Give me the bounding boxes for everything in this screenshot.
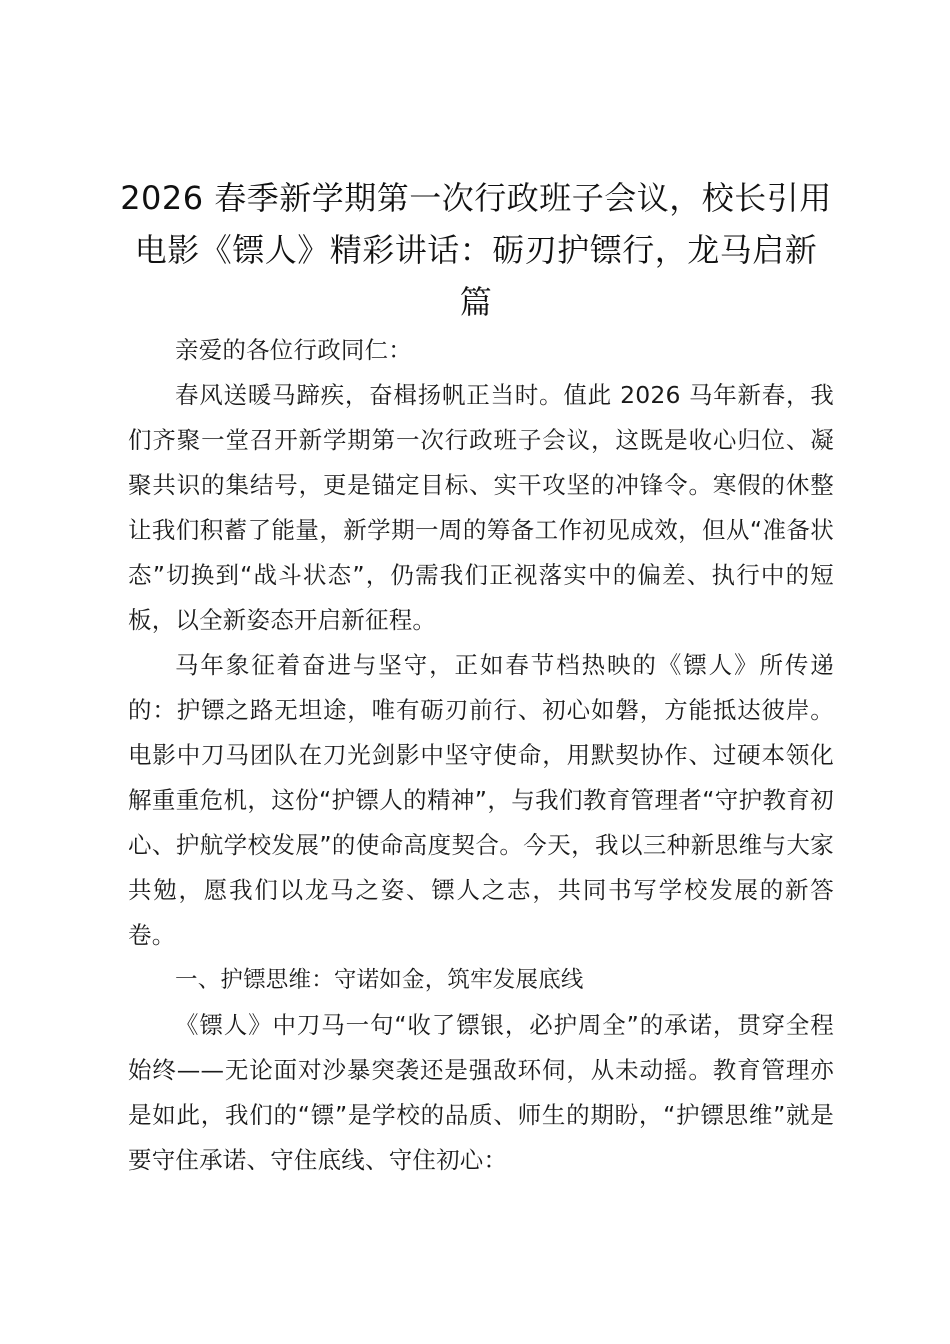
body-paragraph: 《镖人》中刀马一句“收了镖银，必护周全”的承诺，贯穿全程始终——无论面对沙暴突袭还是强敌环伺，从未动摇。教育管理亦是如此，我们的“镖”是学校的品质、师生的期盼，“护镖思维”就是要守住承诺、守住底线、守住初心： bbox=[128, 1011, 834, 1174]
body-paragraph: 春风送暖马蹄疾，奋楫扬帆正当时。值此 2026 马年新春，我们齐聚一堂召开新学期第一次行政班子会议，这既是收心归位、凝聚共识的集结号，更是锚定目标、实干攻坚的冲锋令。寒假的休整让我们积蓄了能量，新学期一周的筹备工作初见成效，但从“准备状态”切换到“战斗状态”，仍需我们正视落实中的偏差、执行中的短板，以全新姿态开启新征程。 bbox=[128, 381, 834, 634]
body-paragraph: 马年象征着奋进与坚守，正如春节档热映的《镖人》所传递的：护镖之路无坦途，唯有砺刃前行、初心如磐，方能抵达彼岸。电影中刀马团队在刀光剑影中坚守使命，用默契协作、过硬本领化解重重危机，这份“护镖人的精神”，与我们教育管理者“守护教育初心、护航学校发展”的使命高度契合。今天，我以三种新思维与大家共勉，愿我们以龙马之姿、镖人之志，共同书写学校发展的新答卷。 bbox=[128, 651, 834, 949]
document-body bbox=[128, 328, 834, 1183]
salutation-paragraph: 亲爱的各位行政同仁： bbox=[175, 336, 412, 364]
section-heading: 一、护镖思维：守诺如金，筑牢发展底线 bbox=[175, 967, 584, 993]
document-title: 2026 春季新学期第一次行政班子会议，校长引用电影《镖人》精彩讲话：砺刃护镖行，龙马启新篇 bbox=[120, 179, 832, 321]
